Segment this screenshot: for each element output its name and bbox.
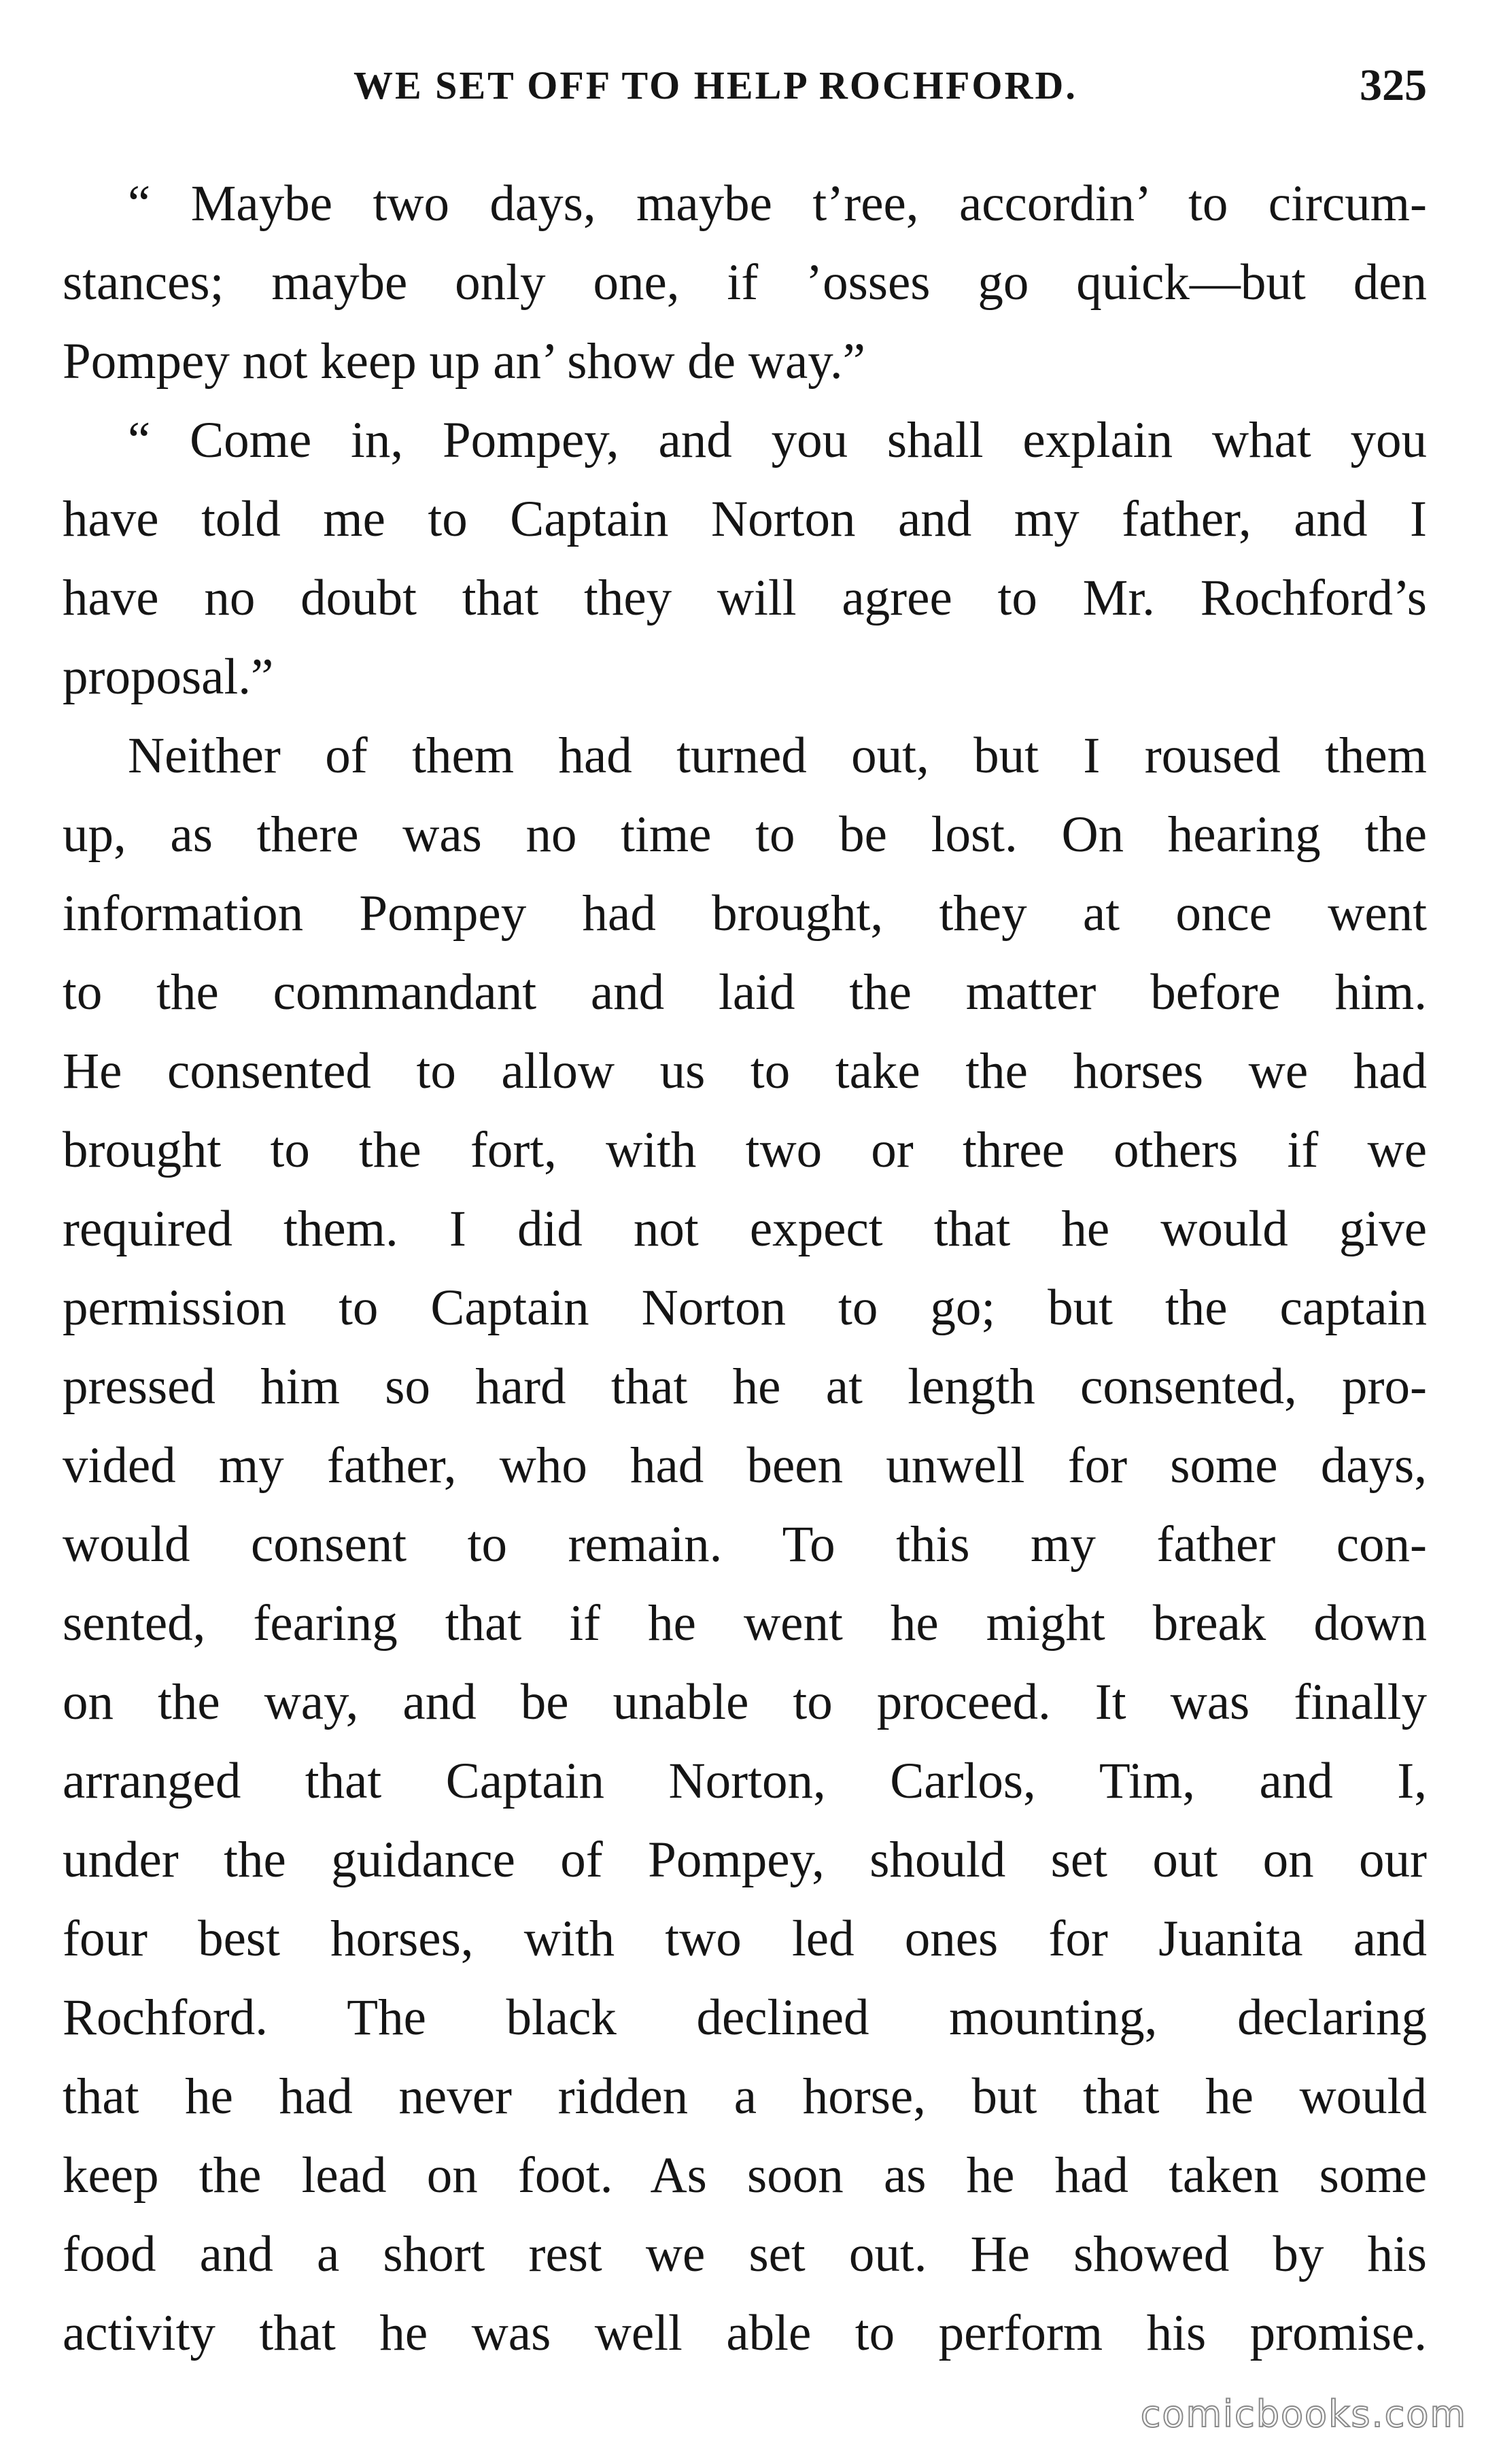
text-line: up, as there was no time to be lost. On hearing the xyxy=(63,806,1427,863)
running-title: WE SET OFF TO HELP ROCHFORD. xyxy=(353,63,1077,107)
text-line: four best horses, with two led ones for Juanita and xyxy=(63,1911,1427,1967)
text-line: food and a short rest we set out. He showed by his xyxy=(63,2226,1427,2282)
text-line: Rochford. The black declined mounting, declaring xyxy=(63,1989,1427,2046)
text-line: stances; maybe only one, if ’osses go quick—but den xyxy=(63,254,1427,311)
text-line: brought to the fort, with two or three others if we xyxy=(63,1122,1427,1178)
page-number: 325 xyxy=(1360,61,1427,110)
text-line: arranged that Captain Norton, Carlos, Tim, and I, xyxy=(63,1753,1427,1809)
text-line: activity that he was well able to perform his promise. xyxy=(63,2305,1427,2361)
text-line: keep the lead on foot. As soon as he had taken some xyxy=(63,2147,1427,2204)
body-text xyxy=(63,165,1427,2373)
text-line: “ Come in, Pompey, and you shall explain what you xyxy=(128,412,1427,468)
text-line: have no doubt that they will agree to Mr. Rochford’s xyxy=(63,570,1427,626)
text-line: vided my father, who had been unwell for some days, xyxy=(63,1437,1427,1494)
text-line: sented, fearing that if he went he might break down xyxy=(63,1595,1427,1652)
text-line: required them. I did not expect that he would give xyxy=(63,1201,1427,1257)
text-line: permission to Captain Norton to go; but the captain xyxy=(63,1280,1427,1336)
running-head xyxy=(63,58,1427,113)
watermark: comicbooks.com xyxy=(1140,2393,1467,2435)
text-line: that he had never ridden a horse, but that he would xyxy=(63,2068,1427,2125)
text-line: He consented to allow us to take the horses we had xyxy=(63,1043,1427,1099)
text-line: Neither of them had turned out, but I roused them xyxy=(128,728,1427,784)
text-line: Pompey not keep up an’ show de way.” xyxy=(63,333,865,390)
text-line: have told me to Captain Norton and my father, and I xyxy=(63,491,1427,547)
text-line: to the commandant and laid the matter before him. xyxy=(63,964,1427,1021)
text-line: proposal.” xyxy=(63,649,274,705)
text-line: information Pompey had brought, they at once went xyxy=(63,885,1427,942)
text-line: would consent to remain. To this my father con- xyxy=(63,1516,1427,1573)
text-line: pressed him so hard that he at length consented, pro- xyxy=(63,1358,1427,1415)
text-line: on the way, and be unable to proceed. It was finally xyxy=(63,1674,1427,1730)
text-line: under the guidance of Pompey, should set out on our xyxy=(63,1832,1427,1888)
text-line: “ Maybe two days, maybe t’ree, accordin’ to circum- xyxy=(128,175,1427,232)
